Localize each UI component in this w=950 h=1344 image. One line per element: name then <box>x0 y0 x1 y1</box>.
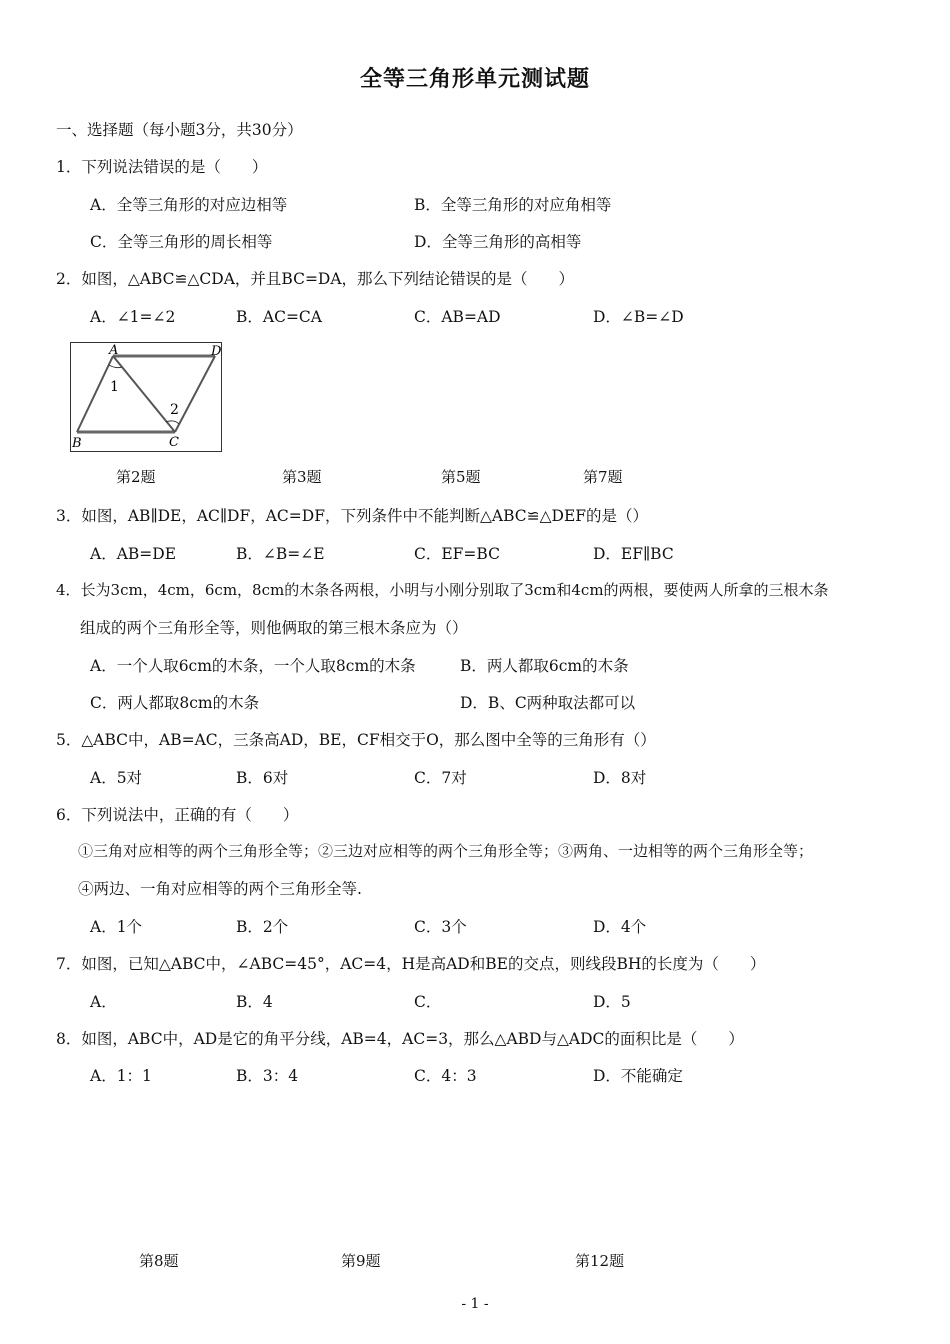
figure-question-2 <box>70 342 222 452</box>
page-number: - 1 - <box>461 1296 489 1312</box>
q2-option-d: D．∠B=∠D <box>593 308 684 326</box>
q3-option-d: D．EF∥BC <box>593 545 674 563</box>
q6-option-a: A．1个 <box>90 918 143 936</box>
q4-option-b: B．两人都取6cm的木条 <box>460 657 629 675</box>
question-2-stem: 2．如图，△ABC≌△CDA，并且BC=DA，那么下列结论错误的是（ ） <box>56 270 575 288</box>
question-3-stem: 3．如图，AB∥DE，AC∥DF，AC=DF，下列条件中不能判断△ABC≌△DEF的是（） <box>56 507 649 525</box>
q8-option-b: B．3：4 <box>236 1067 299 1085</box>
q5-option-b: B．6对 <box>236 769 289 787</box>
q2-option-a: A．∠1=∠2 <box>90 308 176 326</box>
question-5-stem: 5．△ABC中，AB=AC，三条高AD，BE，CF相交于O，那么图中全等的三角形有（） <box>56 731 656 749</box>
segment-ac <box>113 356 175 432</box>
section-heading: 一、选择题（每小题3分，共30分） <box>56 121 303 139</box>
question-6-statements-2: ④两边、一角对应相等的两个三角形全等. <box>78 880 362 898</box>
caption-q5: 第5题 <box>441 468 481 486</box>
segment-ab <box>77 356 113 432</box>
caption-q12: 第12题 <box>575 1252 625 1270</box>
caption-q3: 第3题 <box>282 468 322 486</box>
label-d: D <box>211 344 221 359</box>
q7-option-a: A． <box>90 993 117 1011</box>
q4-option-c: C．两人都取8cm的木条 <box>90 694 260 712</box>
label-angle-1: 1 <box>110 379 119 395</box>
q7-option-b: B．4 <box>236 993 273 1011</box>
page-title: 全等三角形单元测试题 <box>359 66 590 92</box>
q8-option-c: C．4：3 <box>414 1067 477 1085</box>
q3-option-a: A．AB=DE <box>90 545 177 563</box>
question-1-stem: 1．下列说法错误的是（ ） <box>56 158 268 176</box>
caption-q7: 第7题 <box>583 468 623 486</box>
question-6-stem: 6．下列说法中，正确的有（ ） <box>56 806 299 824</box>
q4-option-a: A．一个人取6cm的木条，一个人取8cm的木条 <box>90 657 416 675</box>
caption-q2: 第2题 <box>116 468 156 486</box>
q5-option-d: D．8对 <box>593 769 647 787</box>
q6-option-b: B．2个 <box>236 918 289 936</box>
q5-option-c: C．7对 <box>414 769 467 787</box>
label-b: B <box>72 436 82 451</box>
label-c: C <box>169 435 179 450</box>
label-a: A <box>109 343 119 358</box>
q8-option-a: A．1：1 <box>90 1067 152 1085</box>
q4-option-d: D．B、C两种取法都可以 <box>460 694 636 712</box>
q5-option-a: A．5对 <box>90 769 143 787</box>
q2-option-b: B．AC=CA <box>236 308 322 326</box>
caption-q9: 第9题 <box>341 1252 381 1270</box>
q1-option-b: B．全等三角形的对应角相等 <box>414 196 612 214</box>
question-4-stem: 4．长为3cm，4cm，6cm，8cm的木条各两根，小明与小刚分别取了3cm和4cm的两根，要使两人所拿的三根木条 <box>56 581 829 599</box>
q8-option-d: D．不能确定 <box>593 1067 683 1085</box>
q6-option-c: C．3个 <box>414 918 467 936</box>
question-6-statements-1: ①三角对应相等的两个三角形全等；②三边对应相等的两个三角形全等；③两角、一边相等的两个三角形全等； <box>78 842 814 860</box>
caption-q8: 第8题 <box>139 1252 179 1270</box>
q1-option-a: A．全等三角形的对应边相等 <box>90 196 288 214</box>
q7-option-c: C． <box>414 993 442 1011</box>
question-4-stem-continued: 组成的两个三角形全等，则他俩取的第三根木条应为（） <box>80 619 468 637</box>
parallelogram-diagram <box>71 343 221 451</box>
q6-option-d: D．4个 <box>593 918 647 936</box>
q7-option-d: D．5 <box>593 993 631 1011</box>
q2-option-c: C．AB=AD <box>414 308 501 326</box>
q3-option-c: C．EF=BC <box>414 545 500 563</box>
q3-option-b: B．∠B=∠E <box>236 545 325 563</box>
question-8-stem: 8．如图，ABC中，AD是它的角平分线，AB=4，AC=3，那么△ABD与△ADC的面积比是（ ） <box>56 1030 744 1048</box>
label-angle-2: 2 <box>170 402 179 418</box>
question-7-stem: 7．如图，已知△ABC中，∠ABC=45°，AC=4，H是高AD和BE的交点，则线段BH的长度为（ ） <box>56 955 766 973</box>
segment-dc <box>175 356 215 432</box>
q1-option-d: D．全等三角形的高相等 <box>414 233 582 251</box>
q1-option-c: C．全等三角形的周长相等 <box>90 233 273 251</box>
